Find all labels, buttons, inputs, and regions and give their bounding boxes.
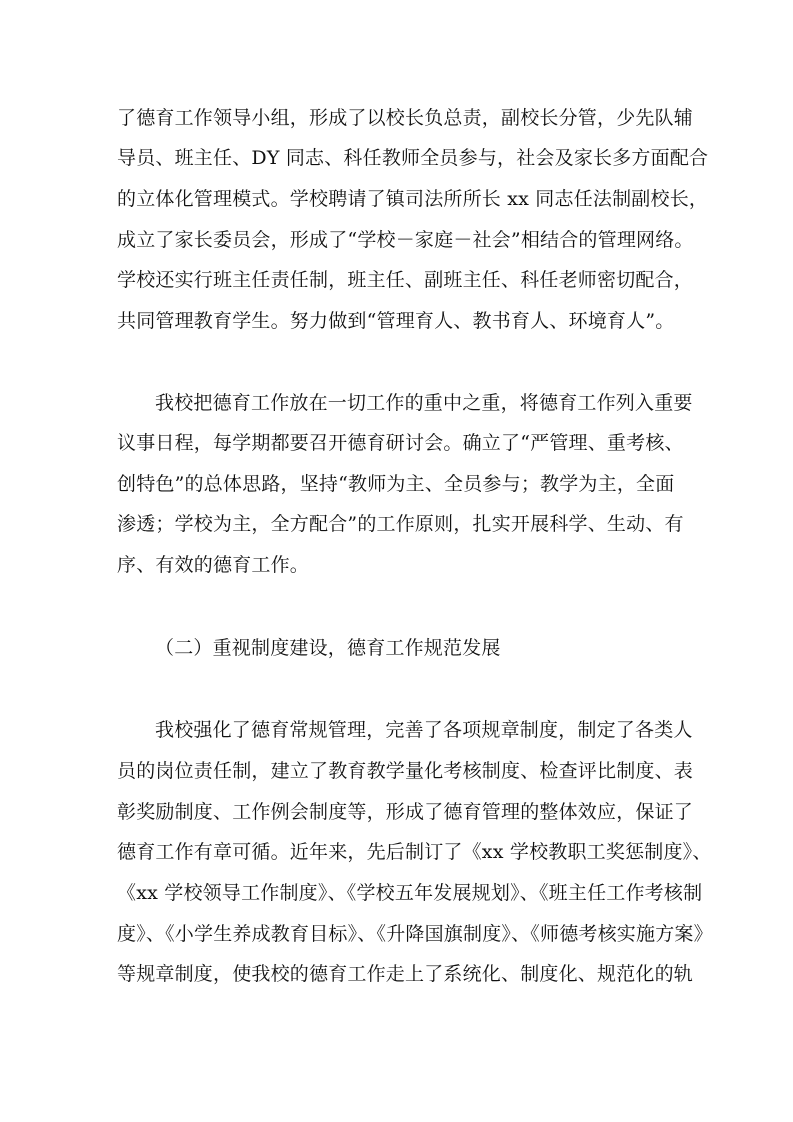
text-line: 了德育工作领导小组，形成了以校长负总责，副校长分管，少先队辅 [117, 107, 694, 129]
text-line: 导员、班主任、DY 同志、科任教师全员参与，社会及家长多方面配合 [117, 147, 709, 169]
text-line: 我校强化了德育常规管理，完善了各项规章制度，制定了各类人 [155, 719, 693, 741]
text-line: 学校还实行班主任责任制，班主任、副班主任、科任老师密切配合， [117, 269, 694, 291]
text-line: 的立体化管理模式。学校聘请了镇司法所所长 xx 同志任法制副校长， [117, 188, 709, 210]
text-line: 序、有效的德育工作。 [117, 554, 310, 576]
text-line: 德育工作有章可循。近年来，先后制订了《xx 学校教职工奖惩制度》、 [117, 841, 712, 863]
text-line: 度》、《小学生养成教育目标》、《升降国旗制度》、《师德考核实施方案》 [117, 923, 713, 945]
text-line: 《xx 学校领导工作制度》、《学校五年发展规划》、《班主任工作考核制 [117, 882, 703, 904]
text-line: 等规章制度，使我校的德育工作走上了系统化、制度化、规范化的轨 [117, 963, 694, 985]
text-line: 彰奖励制度、工作例会制度等，形成了德育管理的整体效应，保证了 [117, 801, 694, 823]
section-heading: （二）重视制度建设，德育工作规范发展 [155, 637, 501, 659]
text-line: 渗透；学校为主，全方配合”的工作原则，扎实开展科学、生动、有 [117, 513, 684, 535]
text-line: 创特色”的总体思路，坚持“教师为主、全员参与；教学为主，全面 [117, 473, 675, 495]
text-line: 成立了家长委员会，形成了“学校－家庭－社会”相结合的管理网络。 [117, 229, 694, 251]
text-line: 共同管理教育学生。努力做到“管理育人、教书育人、环境育人”。 [117, 310, 675, 332]
text-line: 我校把德育工作放在一切工作的重中之重，将德育工作列入重要 [155, 392, 693, 414]
text-line: 议事日程，每学期都要召开德育研讨会。确立了“严管理、重考核、 [117, 432, 684, 454]
text-line: 员的岗位责任制，建立了教育教学量化考核制度、检查评比制度、表 [117, 760, 694, 782]
